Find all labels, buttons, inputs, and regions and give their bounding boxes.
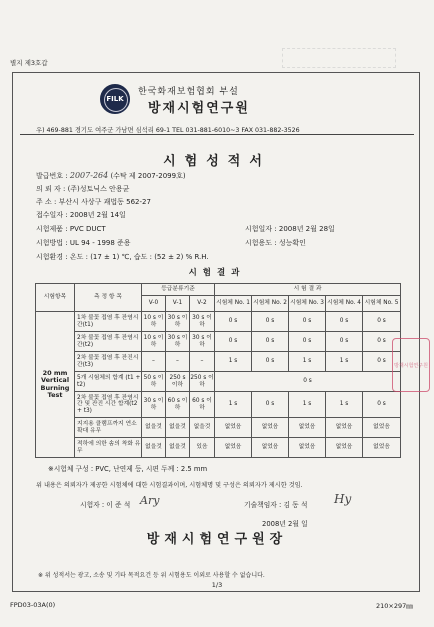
address-row: 주 소 : 부산시 사상구 괘법동 562-27	[36, 198, 151, 206]
grade-v1: V-1	[166, 296, 190, 312]
sign-date: 2008년 2월 일	[262, 520, 308, 528]
seal-stamp: 방재시험연구원	[392, 338, 430, 392]
grade-cell: 60 s 이하	[190, 392, 215, 418]
result-cell: 1 s	[215, 392, 252, 418]
filk-logo: FILK	[100, 84, 130, 114]
row-label: 2차 불꽃 접염 후 잔진시간(t3)	[75, 352, 142, 372]
table-row	[36, 352, 401, 372]
result-cell: 0 s	[289, 312, 326, 332]
result-cell: 없었음	[215, 418, 252, 438]
document-title: 시험성적서	[163, 154, 271, 169]
result-cell: 0 s	[363, 332, 401, 352]
grade-cell: –	[190, 352, 215, 372]
grade-cell: –	[142, 352, 166, 372]
manager-signature: Hy	[334, 492, 352, 506]
result-cell: 없었음	[363, 418, 401, 438]
result-cell: 0 s	[252, 332, 289, 352]
row-label: 2차 불꽃 접염 후 잔염시간 및 잔진 시간 합계(t2 + t3)	[75, 392, 142, 418]
row-label: 지지용 클램프까지 연소확대 유무	[75, 418, 142, 438]
grade-cell: 60 s 이하	[166, 392, 190, 418]
environment-row: 시험환경 : 온도 : (17 ± 1) ℃, 습도 : (52 ± 2) % R.H.	[36, 253, 209, 261]
grade-cell: 250 s 이하	[166, 372, 190, 392]
row-label: 1차 불꽃 접염 후 잔염시간(t1)	[75, 312, 142, 332]
result-cell: 없었음	[252, 438, 289, 458]
grade-cell: 있음	[190, 438, 215, 458]
sample-2: 시험체 No. 2	[252, 296, 289, 312]
page-number: 1/3	[211, 581, 223, 589]
sample-4: 시험체 No. 4	[326, 296, 363, 312]
result-cell: 없었음	[215, 438, 252, 458]
grade-cell: 없을것	[142, 418, 166, 438]
result-cell: 0 s	[326, 332, 363, 352]
grade-cell: 없을것	[142, 438, 166, 458]
product-row: 시험제품 : PVC DUCT	[36, 225, 106, 233]
sample-5: 시험체 No. 5	[363, 296, 401, 312]
grade-cell: 30 s 이하	[166, 332, 190, 352]
form-number: 별지 제3호갑	[10, 59, 48, 67]
result-cell: 0 s	[289, 332, 326, 352]
table-row	[36, 418, 401, 438]
result-cell: 1 s	[289, 392, 326, 418]
paper-size: 210×297㎜	[376, 602, 413, 610]
org-address: 우) 469-881 경기도 여주군 가남면 심석리 69-1 TEL 031-881-6010~3 FAX 031-882-3526	[36, 127, 300, 134]
tester: 시험자 : 이 준 석	[80, 501, 131, 509]
result-cell: 0 s	[252, 392, 289, 418]
grade-cell: –	[166, 352, 190, 372]
issue-number-handwritten: 2007-264	[69, 171, 109, 180]
grade-cell: 30 s 이하	[190, 312, 215, 332]
result-cell: 1 s	[326, 392, 363, 418]
result-cell: 1 s	[326, 352, 363, 372]
issue-number-row: 발급번호 : 2007-264 (수탁 제 2007-2099호)	[36, 171, 186, 180]
grade-cell: 없을것	[166, 438, 190, 458]
result-cell: 0 s	[363, 392, 401, 418]
result-cell: 없었음	[326, 418, 363, 438]
table-row	[36, 332, 401, 352]
result-cell: 없었음	[363, 438, 401, 458]
grade-cell: 10 s 이하	[142, 332, 166, 352]
sample-3: 시험체 No. 3	[289, 296, 326, 312]
result-cell: 0 s	[363, 312, 401, 332]
specimen-note: ※시험체 구성 : PVC, 난연제 등, 시편 두께 : 2.5 mm	[48, 465, 208, 473]
grade-cell: 50 s 이하	[142, 372, 166, 392]
sample-1: 시험체 No. 1	[215, 296, 252, 312]
result-cell: 0 s	[252, 352, 289, 372]
client-row: 의 뢰 자 : (주)성토닉스 안용균	[36, 185, 130, 193]
document-code: FPD03-03A(0)	[10, 601, 56, 609]
footer-title: 방재시험연구원장	[146, 532, 288, 547]
result-cell: 1 s	[215, 352, 252, 372]
result-cell: 0 s	[363, 352, 401, 372]
purpose-row: 시험용도 : 성능확인	[245, 239, 306, 247]
result-cell: 0 s	[326, 312, 363, 332]
results-table	[35, 283, 401, 458]
grade-cell: 없을것	[190, 418, 215, 438]
test-item-name: 20 mm Vertical Burning Test	[36, 312, 75, 458]
grade-cell: 250 s 이하	[190, 372, 215, 392]
table-row	[36, 392, 401, 418]
grade-v0: V-0	[142, 296, 166, 312]
tester-signature: Ary	[140, 494, 160, 507]
result-merged-cell: 0 s	[215, 372, 401, 392]
row-label: 적하에 의한 솜의 착화 유무	[75, 438, 142, 458]
result-cell: 0 s	[215, 312, 252, 332]
grade-cell: 없을것	[166, 418, 190, 438]
results-title: 시험결과	[188, 268, 246, 278]
header-test-result: 시 험 결 과	[215, 284, 401, 296]
header-measure-item: 측 정 항 목	[75, 284, 142, 312]
header-grade-criteria: 등급분류기준	[142, 284, 215, 296]
statement: 위 내용은 의뢰자가 제공한 시험체에 대한 시험결과이며, 시험체명 및 구성은 의뢰자가 제시한 것임.	[36, 482, 303, 489]
row-label: 5개 시험체의 합계 (t1 + t2)	[75, 372, 142, 392]
grade-cell: 30 s 이하	[190, 332, 215, 352]
header-divider	[20, 134, 414, 135]
org-parent: 한국화재보험협회 부설	[138, 87, 239, 97]
technical-manager: 기술책임자 : 김 동 석	[244, 501, 308, 509]
table-row	[36, 312, 401, 332]
grade-v2: V-2	[190, 296, 215, 312]
table-row	[36, 372, 401, 392]
result-cell: 없었음	[289, 438, 326, 458]
test-date-row: 시험일자 : 2008년 2월 28일	[245, 225, 335, 233]
header-test-item: 시험항목	[36, 284, 75, 312]
result-cell: 0 s	[252, 312, 289, 332]
result-cell: 없었음	[326, 438, 363, 458]
table-row	[36, 438, 401, 458]
grade-cell: 10 s 이하	[142, 312, 166, 332]
result-cell: 없었음	[289, 418, 326, 438]
disclaimer: ※ 위 성적서는 광고, 소송 및 기타 목적요건 등 위 시험용도 이외로 사용할 수 없습니다.	[38, 572, 265, 579]
org-name: 방재시험연구원	[148, 101, 250, 116]
result-cell: 0 s	[215, 332, 252, 352]
row-label: 2차 불꽃 접염 후 잔염시간(t2)	[75, 332, 142, 352]
method-row: 시험방법 : UL 94 - 1998 준용	[36, 239, 131, 247]
result-cell: 1 s	[289, 352, 326, 372]
receipt-date-row: 접수일자 : 2008년 2월 14일	[36, 211, 126, 219]
grade-cell: 30 s 이하	[142, 392, 166, 418]
result-cell: 없었음	[252, 418, 289, 438]
grade-cell: 30 s 이하	[166, 312, 190, 332]
punch-area	[282, 48, 396, 68]
